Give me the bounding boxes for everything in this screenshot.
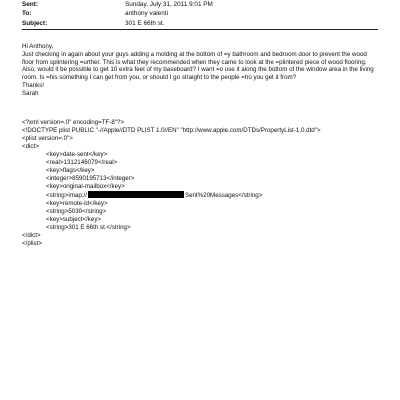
key-date-sent: <key>date-sent</key> [46, 151, 108, 158]
key-original-mailbox: <key>original-mailbox</key> [46, 183, 125, 190]
plist-xml-block [22, 119, 378, 248]
header-divider [22, 29, 378, 30]
key-subject: <key>subject</key> [46, 216, 102, 223]
subject-value: 301 E 66th st. [125, 19, 165, 27]
plist-open: <plist version=.0"> [22, 135, 73, 142]
sent-value: Sunday, July 31, 2011 9:01 PM [125, 1, 213, 8]
value-remote-id: <string>5030</string> [46, 208, 107, 215]
value-original-mailbox [22, 191, 378, 200]
dict-close: </dict> [22, 232, 41, 239]
to-row [22, 9, 213, 18]
value-date-sent: <real>1312146079</real> [46, 159, 118, 166]
dict-open: <dict> [22, 143, 39, 150]
greeting: Hi Anthony, [22, 43, 54, 50]
email-body [22, 43, 378, 98]
xml-declaration: <?xml version=.0" encoding=TF-8"?> [22, 119, 125, 126]
plist-close: </plist> [22, 240, 42, 247]
thanks-line: Thanks! [22, 81, 45, 89]
sent-label: Sent: [22, 1, 38, 8]
to-value: anthony valenti [125, 10, 168, 18]
subject-row [22, 19, 213, 28]
body-paragraph-1: Just checking in again about your guys adding a molding at the bottom of =y bathroom and bedroom door to prevent the wood floor from splintering =urther. This is what they recommended when they came to look at the =plintered piece of wood flooring. [22, 50, 367, 66]
value-flags: <integer>8590195713</integer> [46, 175, 135, 182]
mailbox-prefix: <string>imap:// [46, 192, 87, 199]
signature: Sarah [22, 89, 39, 97]
mailbox-suffix: Sent%20Messages</string> [184, 192, 263, 199]
redaction-bar [88, 191, 184, 198]
body-paragraph-2: Also, would it be possible to get 10 extra feet of my baseboard? I want =o use it along the bottom of the window area in the living room. Is =his something I can get from you, or should I go straight to the people =ho you get it from? [22, 66, 374, 82]
key-flags: <key>flags</key> [46, 167, 95, 174]
key-remote-id: <key>remote-id</key> [46, 200, 108, 207]
value-subject: <string>301 E 66th st.</string> [46, 224, 131, 231]
subject-label: Subject: [22, 19, 48, 27]
doctype-line: <!DOCTYPE plist PUBLIC "-//Apple//DTD PLIST 1.0//EN" "http://www.apple.com/DTDs/PropertyList-1.0.dtd"> [22, 127, 321, 134]
sent-row [22, 0, 213, 9]
to-label: To: [22, 10, 32, 18]
email-headers [22, 0, 213, 28]
